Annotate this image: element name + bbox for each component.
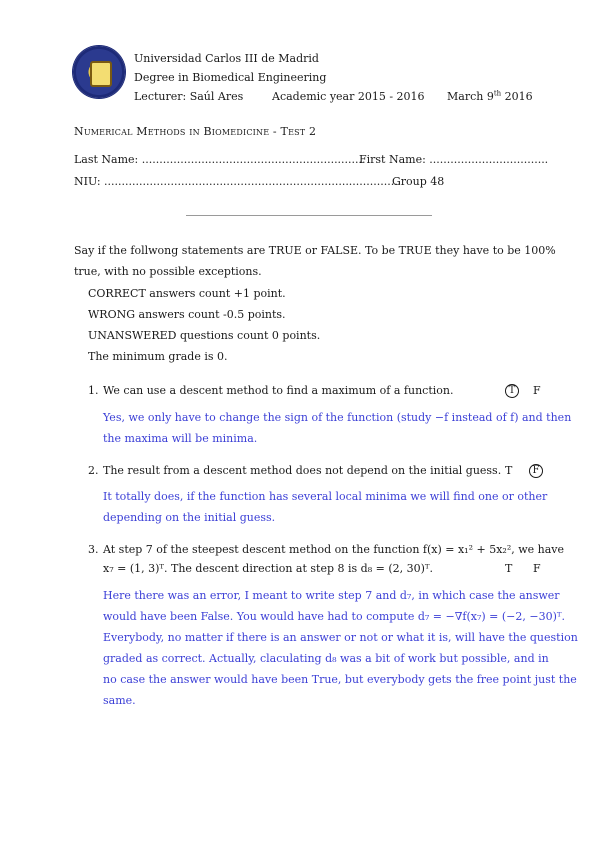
question-3-comment-line-2: would have been False. You would have had to compute d₇ = −∇f(x₇) = (−2, −30)ᵀ.	[103, 610, 565, 623]
university-seal	[73, 46, 125, 98]
question-3-comment-line-4: graded as correct. Actually, claculating d₈ was a bit of work but possible, and in	[103, 652, 549, 665]
question-3-comment-line-5: no case the answer would have been True, but everybody gets the free point just the	[103, 673, 577, 686]
university-name: Universidad Carlos III de Madrid	[134, 52, 319, 65]
question-1-option-true-selected: T	[505, 383, 519, 398]
lecturer: Lecturer: Saúl Ares	[134, 90, 244, 103]
question-2-option-true: T	[505, 464, 513, 477]
question-2-text: The result from a descent method does not depend on the initial guess.	[103, 464, 502, 477]
question-1-number: 1.	[88, 384, 99, 397]
degree-name: Degree in Biomedical Engineering	[134, 71, 327, 84]
question-3-option-false: F	[533, 562, 541, 575]
question-3-number: 3.	[88, 543, 99, 556]
rule-correct: CORRECT answers count +1 point.	[88, 287, 286, 300]
question-2-comment-line-1: It totally does, if the function has several local minima we will find one or other	[103, 490, 548, 503]
question-1-option-false: F	[533, 384, 541, 397]
instructions-line-2: true, with no possible exceptions.	[74, 265, 262, 278]
question-3-comment-line-1: Here there was an error, I meant to write step 7 and d₇, in which case the answer	[103, 589, 560, 602]
question-2-comment-line-2: depending on the initial guess.	[103, 511, 276, 524]
exam-date: March 9th 2016	[447, 89, 533, 103]
instructions-line-1: Say if the follwong statements are TRUE or FALSE. To be TRUE they have to be 100%	[74, 244, 556, 257]
divider	[186, 215, 432, 216]
question-3-text-line-2: x₇ = (1, 3)ᵀ. The descent direction at step 8 is d₈ = (2, 30)ᵀ.	[103, 562, 434, 575]
question-2-number: 2.	[88, 464, 99, 477]
test-title: Numerical Methods in Biomedicine - Test 2	[74, 125, 317, 138]
rule-minimum: The minimum grade is 0.	[88, 350, 228, 363]
rule-unanswered: UNANSWERED questions count 0 points.	[88, 329, 321, 342]
last-name-field: Last Name: ................................................................	[74, 153, 366, 166]
seal-emblem	[90, 61, 112, 87]
question-3-option-true: T	[505, 562, 513, 575]
question-3-comment-line-3: Everybody, no matter if there is an answer or not or what it is, will have the question	[103, 631, 578, 644]
question-1-comment-line-2: the maxima will be minima.	[103, 432, 258, 445]
question-3-text-line-1: At step 7 of the steepest descent method on the function f(x) = x₁² + 5x₂², we have	[103, 543, 565, 556]
question-2-option-false-selected: F	[529, 463, 543, 478]
rule-wrong: WRONG answers count -0.5 points.	[88, 308, 286, 321]
academic-year: Academic year 2015 - 2016	[272, 90, 425, 103]
first-name-field: First Name: ..................................	[359, 153, 549, 166]
question-1-comment-line-1: Yes, we only have to change the sign of the function (study −f instead of f) and then	[103, 411, 572, 424]
question-3-comment-line-6: same.	[103, 694, 136, 707]
group-label: Group 48	[392, 175, 445, 188]
question-1-text: We can use a descent method to find a maximum of a function.	[103, 384, 454, 397]
niu-field: NIU: .....................................................................................	[74, 175, 402, 188]
